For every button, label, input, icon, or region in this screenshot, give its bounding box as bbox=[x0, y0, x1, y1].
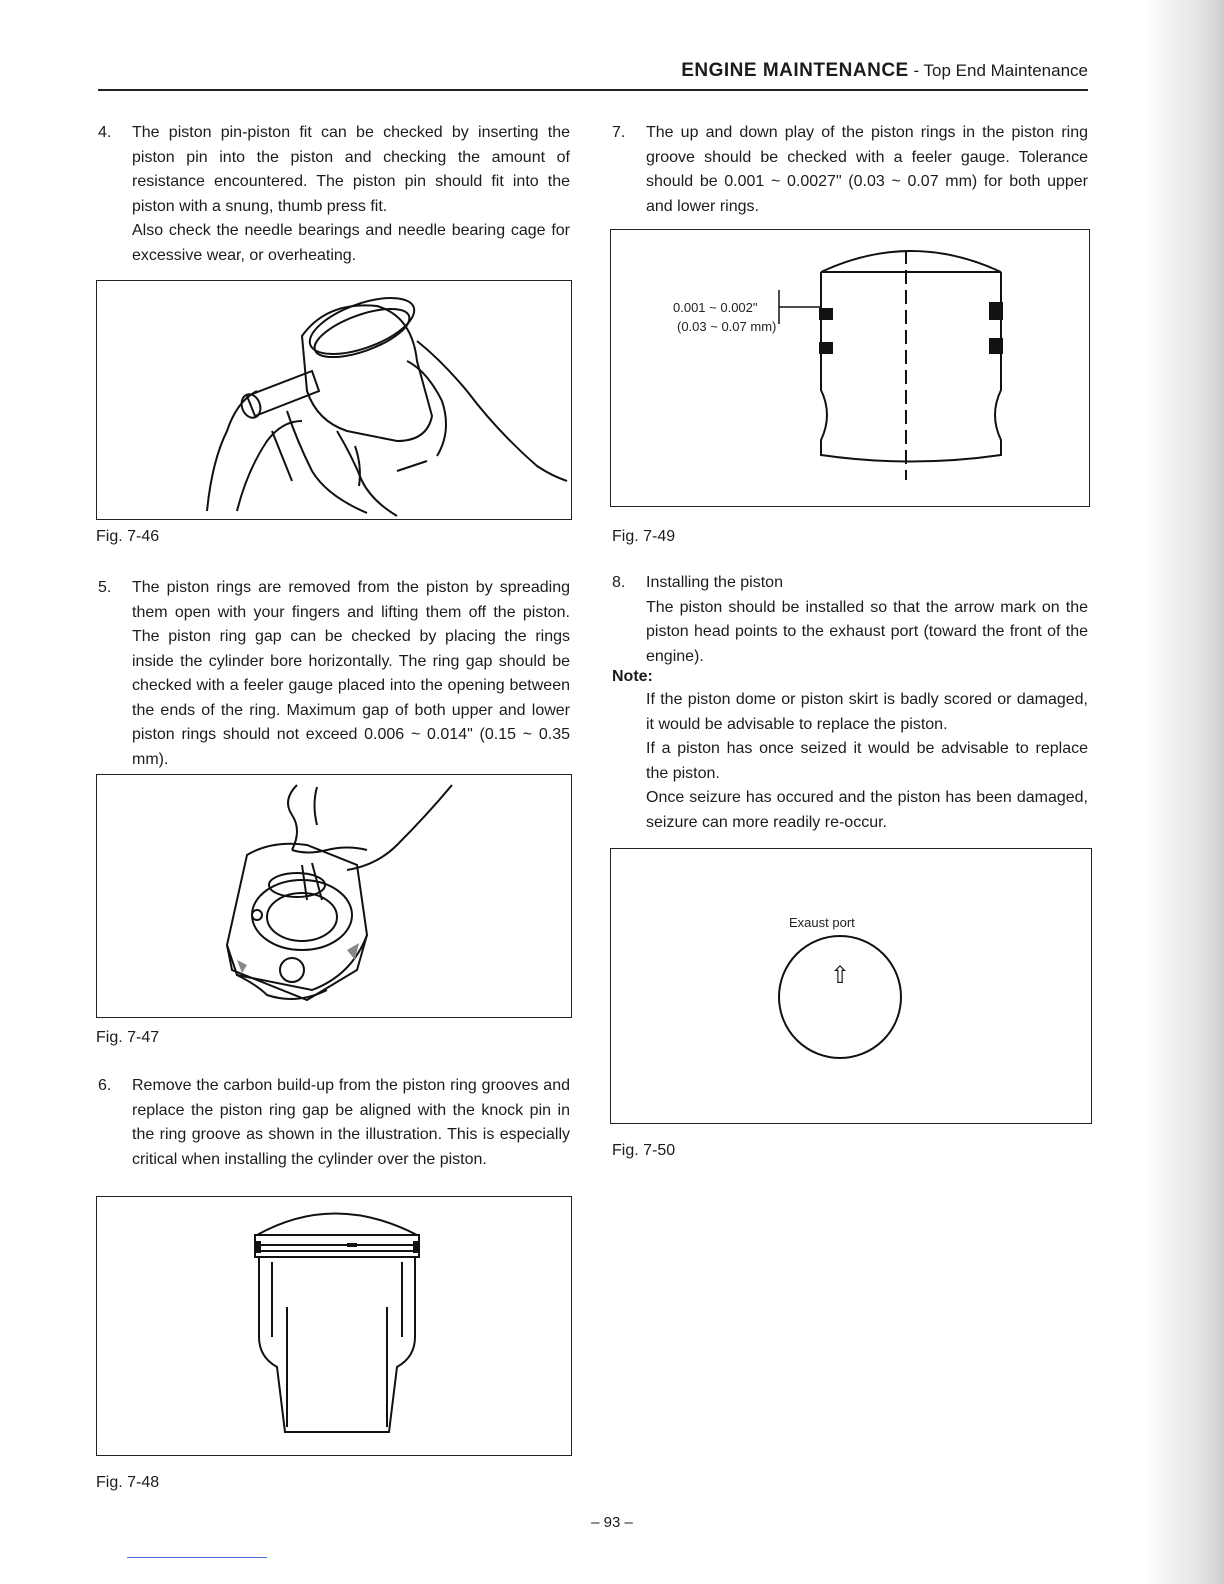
step-number: 6. bbox=[98, 1077, 112, 1094]
step-paragraph: The up and down play of the piston rings in the piston ring groove should be checked with a feeler gauge. Tolerance should be 0.001 ~ 0.0027" (0.03 ~ 0.07 mm) for both upper and lower rings. bbox=[646, 124, 1088, 215]
arrow-up-icon: ⇧ bbox=[829, 961, 851, 989]
clearance-label-mm: (0.03 ~ 0.07 mm) bbox=[677, 319, 777, 334]
figure-7-47 bbox=[96, 774, 572, 1018]
note-label: Note: bbox=[612, 668, 653, 685]
header-section-title: ENGINE MAINTENANCE bbox=[681, 60, 909, 81]
step-7 bbox=[612, 121, 1088, 219]
figure-caption: Fig. 7-47 bbox=[96, 1029, 160, 1046]
piston-arrow-exhaust-diagram bbox=[611, 849, 1091, 1123]
note-paragraph: If a piston has once seized it would be advisable to replace the piston. bbox=[646, 740, 1088, 782]
note-body bbox=[612, 688, 1088, 835]
piston-head-outline bbox=[779, 936, 901, 1058]
figure-7-46 bbox=[96, 280, 572, 520]
step-8 bbox=[612, 571, 1088, 669]
piston-ring-knock-pin-illustration bbox=[97, 1197, 571, 1455]
step-number: 8. bbox=[612, 574, 626, 591]
page-header bbox=[98, 60, 1088, 86]
ring-gap-check-illustration bbox=[97, 775, 571, 1017]
step-text bbox=[132, 121, 570, 268]
note-paragraph: Once seizure has occured and the piston has been damaged, seizure can more readily re-occur. bbox=[646, 789, 1088, 831]
step-number: 7. bbox=[612, 124, 626, 141]
ring-groove-clearance-diagram bbox=[611, 230, 1089, 506]
page-edge-shadow bbox=[1144, 0, 1224, 1584]
note-paragraph: If the piston dome or piston skirt is badly scored or damaged, it would be advisable to replace the piston. bbox=[646, 691, 1088, 733]
figure-caption: Fig. 7-49 bbox=[612, 528, 676, 545]
step-paragraph: The piston pin-piston fit can be checked by inserting the piston pin into the piston and checking the amount of resistance encountered. The piston pin should fit into the piston with a snung, thumb press fit. bbox=[132, 124, 570, 215]
step-4 bbox=[98, 121, 570, 268]
step-paragraph: Remove the carbon build-up from the piston ring grooves and replace the piston ring gap be aligned with the knock pin in the ring groove as shown in the illustration. This is especially critical when installing the cylinder over the piston. bbox=[132, 1077, 570, 1168]
step-paragraph: The piston rings are removed from the piston by spreading them open with your fingers and lifting them off the piston. The piston ring gap can be checked by placing the rings inside the cylinder bore horizontally. The ring gap should be checked with a feeler gauge placed into the opening between the ends of the ring. Maximum gap of both upper and lower piston rings should not exceed 0.006 ~ 0.014" (0.15 ~ 0.35 mm). bbox=[132, 579, 570, 768]
step-5 bbox=[98, 576, 570, 772]
step-number: 4. bbox=[98, 124, 112, 141]
figure-7-50 bbox=[610, 848, 1092, 1124]
figure-7-48 bbox=[96, 1196, 572, 1456]
piston-pin-fit-illustration bbox=[97, 281, 571, 519]
step-number: 5. bbox=[98, 579, 112, 596]
figure-caption: Fig. 7-46 bbox=[96, 528, 160, 545]
header-rule bbox=[98, 89, 1088, 91]
step-paragraph: Installing the piston bbox=[646, 574, 783, 591]
page-number: – 93 – bbox=[591, 1514, 633, 1531]
note-text bbox=[646, 688, 1088, 835]
figure-caption: Fig. 7-50 bbox=[612, 1142, 676, 1159]
step-text bbox=[646, 571, 1088, 669]
step-text bbox=[132, 576, 570, 772]
header-subsection: - Top End Maintenance bbox=[913, 61, 1088, 80]
step-text bbox=[646, 121, 1088, 219]
step-paragraph: The piston should be installed so that the arrow mark on the piston head points to the exhaust port (toward the front of the engine). bbox=[646, 598, 1088, 665]
footer-link-underline bbox=[127, 1557, 267, 1558]
figure-7-49 bbox=[610, 229, 1090, 507]
step-paragraph: Also check the needle bearings and needle bearing cage for excessive wear, or overheating. bbox=[132, 222, 570, 264]
step-text bbox=[132, 1074, 570, 1172]
figure-caption: Fig. 7-48 bbox=[96, 1474, 160, 1491]
step-6 bbox=[98, 1074, 570, 1172]
exhaust-port-label: Exaust port bbox=[789, 915, 855, 930]
clearance-label-inch: 0.001 ~ 0.002" bbox=[673, 300, 758, 315]
